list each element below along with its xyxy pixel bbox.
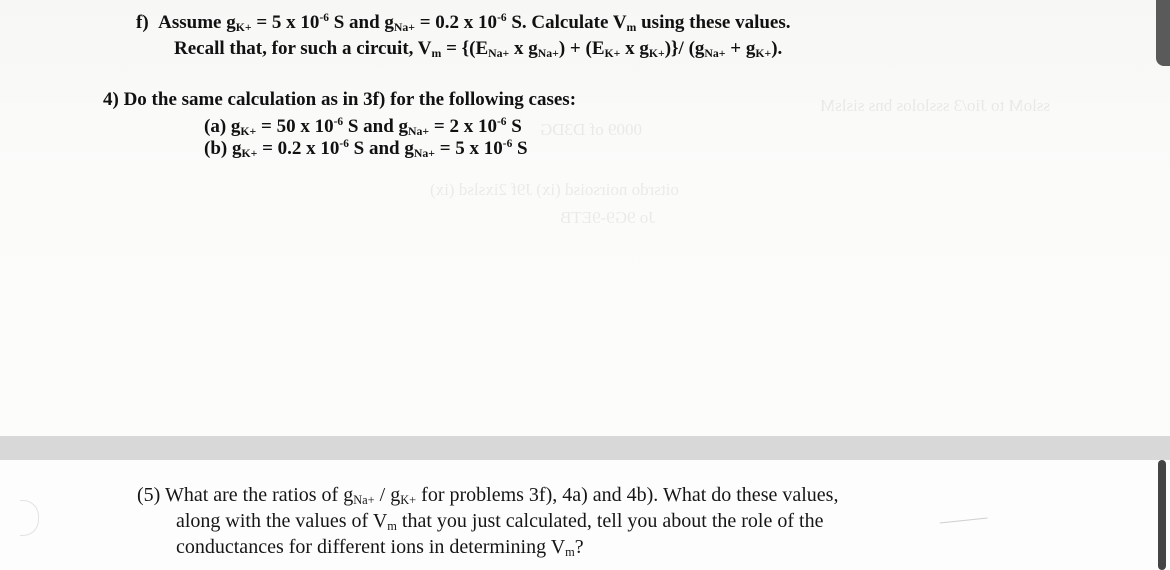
question-5-line-2: along with the values of $V_m$ that you just calculated, tell you about the role of the: [176, 510, 824, 533]
worksheet-photo-bottom: [0, 460, 1170, 570]
bleed-through-text: oitsrdo noirsoisd (ix) J9f 2ixslsd (ix): [430, 180, 679, 199]
scrollbar-thumb[interactable]: [1158, 460, 1166, 570]
question-4-case-b: (b) $g_{K+} = 0.2$ x $10^{-6}$ S and $g_{Na+} = 5$ x $10^{-6}$ S: [204, 138, 528, 160]
page-divider: [0, 436, 1170, 460]
bleed-through-text: ssloM to Jio/3 ssslolos bns sislsM: [820, 96, 1051, 115]
bleed-through-text: 0009 of D3DG: [540, 120, 642, 139]
question-5-line-1: (5) What are the ratios of $g_{Na+} / g_{K+}$ for problems 3f), 4a) and 4b). What do these values,: [137, 484, 839, 507]
question-4-heading: 4) Do the same calculation as in 3f) for the following cases:: [103, 89, 577, 110]
window-edge-tab: [1156, 0, 1170, 66]
question-4-case-a: (a) $g_{K+} = 50$ x $10^{-6}$ S and $g_{Na+} = 2$ x $10^{-6}$ S: [204, 116, 522, 138]
part-f-line-2: Recall that, for such a circuit, $V_m = \{(E_{Na+}$ x $g_{Na+}) + (E_{K+}$ x $g_{K+})\}/$ $(g_{Na+} + g_{K+})$.: [174, 38, 783, 60]
part-f-line-1: f) Assume $g_{K+} = 5$ x $10^{-6}$ S and $g_{Na+} = 0.2$ x $10^{-6}$ S. Calculate $V_m$ using these values.: [136, 12, 791, 34]
question-5-line-3: conductances for different ions in determining $V_m$?: [176, 536, 584, 559]
bleed-through-text: Jo 9G9-9ETB: [560, 208, 655, 227]
